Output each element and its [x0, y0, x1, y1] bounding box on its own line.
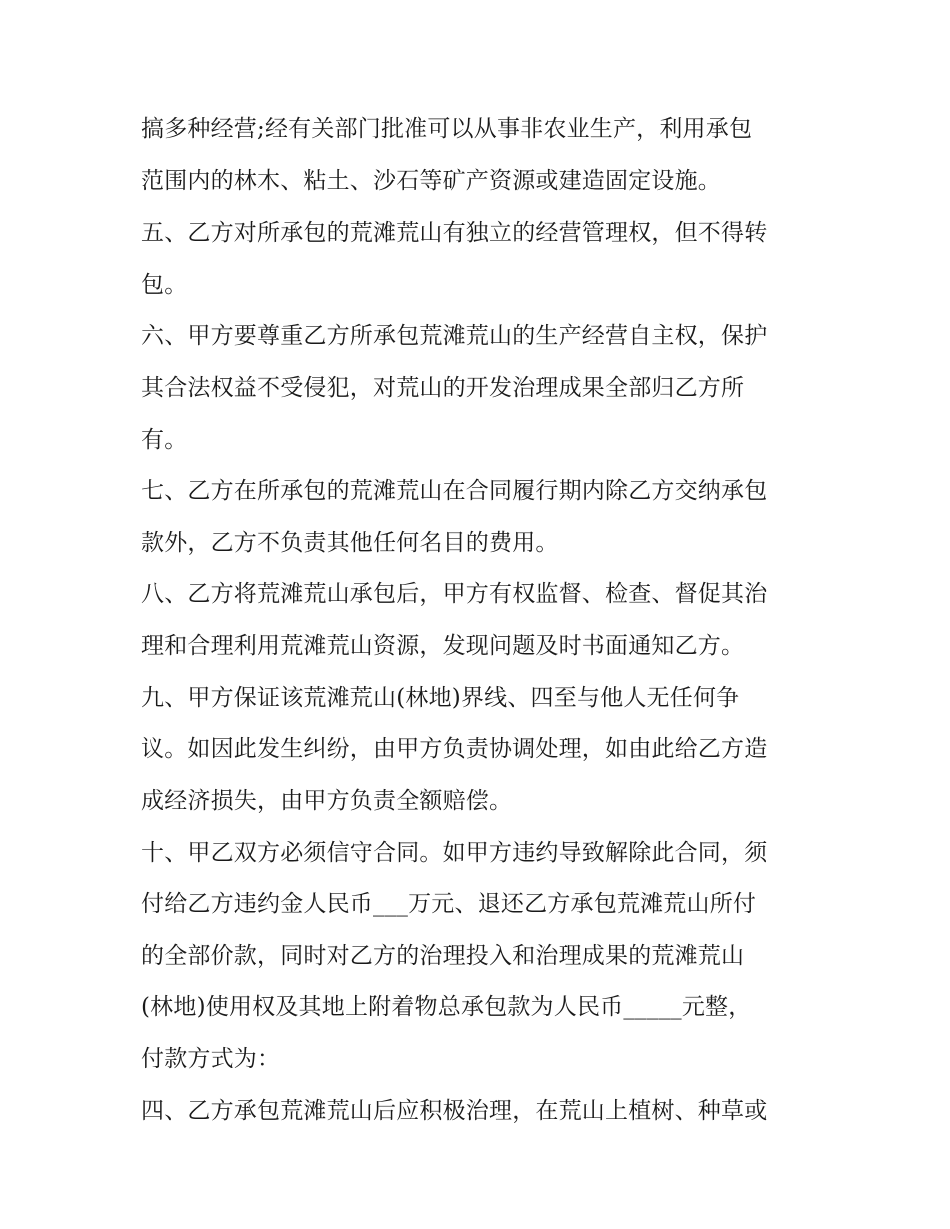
text-line: (林地)使用权及其地上附着物总承包款为人民币_____元整， [141, 994, 752, 1020]
text-line: 成经济损失，由甲方负责全额赔偿。 [141, 788, 513, 814]
text-line: 有。 [141, 427, 188, 453]
text-line: 搞多种经营;经有关部门批准可以从事非农业生产，利用承包 [141, 116, 753, 142]
text-line: 付款方式为： [141, 1046, 281, 1072]
text-line: 四、乙方承包荒滩荒山后应积极治理，在荒山上植树、种草或 [141, 1098, 768, 1124]
text-line: 其合法权益不受侵犯，对荒山的开发治理成果全部归乙方所 [141, 375, 745, 401]
text-line: 九、甲方保证该荒滩荒山(林地)界线、四至与他人无任何争 [141, 685, 740, 711]
text-line: 款外，乙方不负责其他任何名目的费用。 [141, 530, 559, 556]
text-line: 议。如因此发生纠纷，由甲方负责协调处理，如由此给乙方造 [141, 736, 768, 762]
text-line: 八、乙方将荒滩荒山承包后，甲方有权监督、检查、督促其治 [141, 581, 768, 607]
text-line: 理和合理利用荒滩荒山资源，发现问题及时书面通知乙方。 [141, 633, 745, 659]
text-line: 五、乙方对所承包的荒滩荒山有独立的经营管理权，但不得转 [141, 220, 768, 246]
text-line: 六、甲方要尊重乙方所承包荒滩荒山的生产经营自主权，保护 [141, 323, 768, 349]
text-line: 七、乙方在所承包的荒滩荒山在合同履行期内除乙方交纳承包 [141, 478, 768, 504]
text-line: 范围内的林木、粘土、沙石等矿产资源或建造固定设施。 [141, 168, 721, 194]
text-line: 付给乙方违约金人民币___万元、退还乙方承包荒滩荒山所付 [141, 891, 757, 917]
text-line: 的全部价款，同时对乙方的治理投入和治理成果的荒滩荒山 [141, 943, 745, 969]
text-line: 十、甲乙双方必须信守合同。如甲方违约导致解除此合同，须 [141, 840, 768, 866]
text-line: 包。 [141, 272, 188, 298]
